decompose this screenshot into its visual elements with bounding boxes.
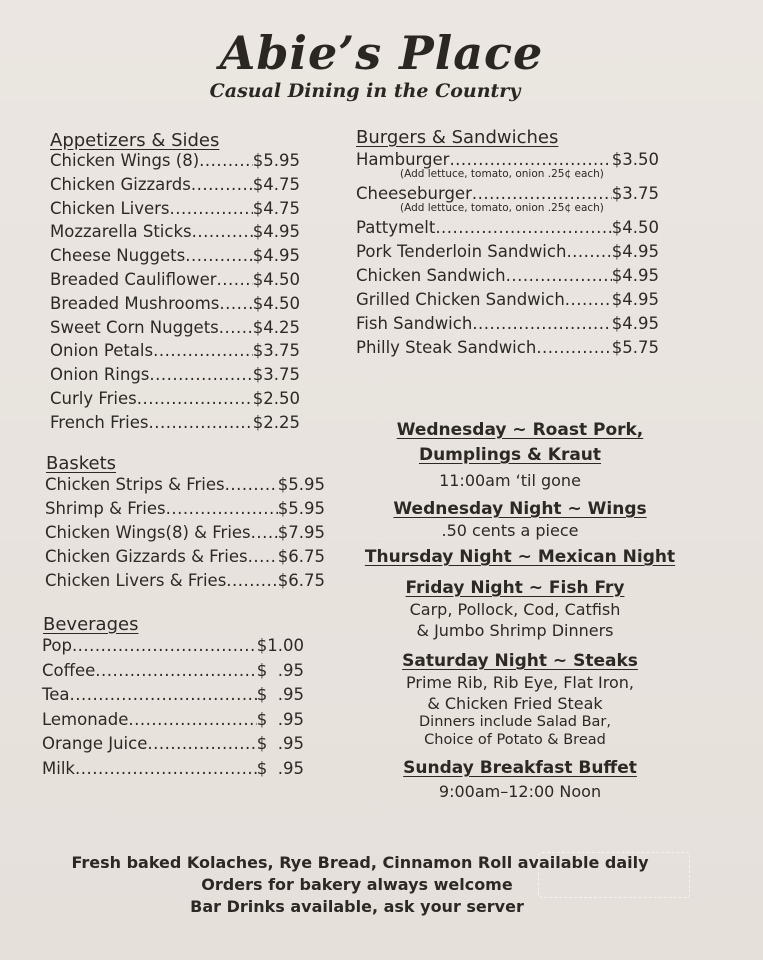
restaurant-subtitle: Casual Dining in the Country: [209, 80, 521, 102]
dot-leader: [565, 290, 612, 309]
dot-leader: [153, 341, 253, 360]
beverage-item: [42, 759, 304, 782]
dot-leader: [226, 571, 277, 590]
beverage-item-name: Lemonade: [42, 709, 129, 729]
burger-item-name: Chicken Sandwich: [356, 266, 506, 285]
appetizer-item-name: Curly Fries: [50, 389, 137, 408]
dot-leader: [192, 222, 253, 241]
appetizer-item-name: Onion Rings: [50, 365, 150, 385]
appetizer-item: [50, 294, 300, 317]
burger-item-name: Hamburger: [356, 150, 450, 169]
burgers-heading: Burgers & Sandwiches: [356, 127, 559, 148]
friday-night-heading: Friday Night ~ Fish Fry: [405, 578, 625, 598]
saturday-night-line-3: Dinners include Salad Bar,: [419, 714, 611, 730]
appetizer-item-price: $3.75: [252, 365, 300, 385]
appetizer-item: [50, 413, 300, 436]
wednesday-night-detail: .50 cents a piece: [441, 521, 579, 540]
burger-item-price: $3.75: [611, 184, 659, 203]
appetizer-item-price: $5.95: [252, 151, 300, 170]
burger-item-name: Cheeseburger: [356, 184, 472, 203]
basket-item: [45, 523, 325, 546]
dot-leader: [536, 338, 611, 357]
beverage-item-price: $ .95: [256, 660, 304, 680]
dot-leader: [251, 523, 278, 542]
appetizer-item: [50, 175, 300, 198]
beverage-item-name: Coffee: [42, 660, 96, 680]
beverage-item-price: $1.00: [256, 636, 304, 655]
appetizer-item-name: Chicken Livers: [50, 198, 170, 218]
dot-leader: [219, 318, 253, 337]
beverage-item-name: Orange Juice: [42, 734, 148, 753]
appetizer-item: [50, 246, 300, 269]
appetizer-item-name: Mozzarella Sticks: [50, 222, 192, 242]
burger-item-name: Pattymelt: [356, 218, 436, 237]
basket-item-name: Chicken Livers & Fries: [45, 571, 227, 590]
dot-leader: [170, 199, 253, 218]
dot-leader: [149, 413, 253, 432]
burger-item: [356, 338, 659, 361]
wednesday-night-heading: Wednesday Night ~ Wings: [393, 499, 647, 519]
friday-night-line-2: & Jumbo Shrimp Dinners: [416, 621, 614, 640]
appetizer-item: [50, 222, 300, 245]
appetizer-item: [50, 341, 300, 364]
dot-leader: [185, 246, 253, 265]
burger-item-price: $4.95: [611, 266, 659, 285]
dot-leader: [199, 151, 253, 170]
appetizer-item-price: $4.75: [252, 198, 300, 218]
dot-leader: [219, 294, 252, 313]
footer-orders-line: Orders for bakery always welcome: [201, 875, 513, 894]
saturday-night-line-1: Prime Rib, Rib Eye, Flat Iron,: [406, 673, 634, 692]
footer-bakery-line: Fresh baked Kolaches, Rye Bread, Cinnamon Roll available daily: [71, 853, 649, 872]
beverage-item-price: $ .95: [256, 685, 304, 704]
burger-item-price: $4.95: [611, 314, 659, 333]
beverage-item-price: $ .95: [256, 734, 304, 753]
appetizer-item-name: Breaded Cauliflower: [50, 270, 217, 289]
appetizer-item-name: Sweet Corn Nuggets: [50, 317, 219, 337]
basket-item-price: $7.95: [277, 523, 325, 542]
burger-item-price: $5.75: [611, 338, 659, 357]
appetizer-item-price: $4.25: [252, 317, 300, 337]
sunday-buffet-heading: Sunday Breakfast Buffet: [403, 758, 637, 778]
appetizer-item-price: $2.25: [252, 412, 300, 432]
appetizer-item-price: $4.95: [252, 222, 300, 242]
beverage-item: [42, 710, 304, 733]
dot-leader: [472, 184, 612, 203]
saturday-night-line-4: Choice of Potato & Bread: [424, 732, 606, 748]
appetizer-item-name: Breaded Mushrooms: [50, 293, 220, 313]
baskets-heading: Baskets: [46, 453, 117, 474]
appetizer-item-name: Onion Petals: [50, 341, 154, 361]
basket-item-name: Chicken Wings(8) & Fries: [45, 523, 251, 542]
basket-item: [45, 475, 325, 498]
burger-item: [356, 218, 659, 241]
appetizer-item-price: $4.50: [252, 293, 300, 313]
dot-leader: [147, 734, 256, 753]
dot-leader: [506, 266, 612, 285]
burger-item: [356, 266, 659, 289]
appetizer-item-price: $4.50: [252, 270, 300, 289]
footer-bar-line: Bar Drinks available, ask your server: [190, 897, 524, 916]
appetizer-item-price: $4.75: [252, 174, 300, 194]
burger-item-note: (Add lettuce, tomato, onion .25¢ each): [400, 168, 604, 180]
basket-item: [45, 499, 325, 522]
beverage-item-price: $ .95: [256, 709, 304, 729]
burger-item-note: (Add lettuce, tomato, onion .25¢ each): [400, 202, 604, 214]
basket-item-price: $6.75: [277, 547, 325, 566]
burger-item-price: $3.50: [611, 150, 659, 169]
dot-leader: [137, 389, 253, 408]
restaurant-title: Abie’s Place: [219, 26, 544, 80]
appetizer-item: [50, 199, 300, 222]
burger-item-price: $4.95: [611, 242, 659, 261]
basket-item: [45, 547, 325, 570]
beverage-item-price: $ .95: [256, 758, 304, 778]
basket-item-name: Chicken Gizzards & Fries: [45, 547, 248, 566]
dot-leader: [75, 759, 257, 778]
saturday-night-heading: Saturday Night ~ Steaks: [402, 651, 638, 671]
appetizer-item: [50, 318, 300, 341]
appetizer-item-name: Chicken Wings (8): [50, 151, 200, 170]
watermark-overlay: [538, 852, 690, 898]
beverage-item-name: Pop: [42, 636, 72, 655]
appetizer-item-price: $2.50: [252, 389, 300, 408]
burger-item-name: Pork Tenderloin Sandwich: [356, 242, 567, 261]
basket-item-price: $5.95: [277, 475, 325, 494]
burger-item: [356, 242, 659, 265]
friday-night-line-1: Carp, Pollock, Cod, Catfish: [409, 600, 621, 619]
burger-item-price: $4.95: [611, 290, 659, 309]
dot-leader: [566, 242, 611, 261]
burger-item-name: Grilled Chicken Sandwich: [356, 290, 565, 309]
dot-leader: [248, 547, 278, 566]
appetizer-item-price: $3.75: [252, 341, 300, 361]
appetizer-item: [50, 270, 300, 293]
appetizer-item-name: French Fries: [50, 412, 149, 432]
sunday-buffet-time: 9:00am–12:00 Noon: [438, 782, 602, 801]
beverage-item-name: Tea: [42, 685, 70, 704]
thursday-night-heading: Thursday Night ~ Mexican Night: [364, 547, 676, 567]
appetizer-item: [50, 389, 300, 412]
dot-leader: [472, 314, 611, 333]
dot-leader: [449, 150, 611, 169]
appetizer-item-name: Cheese Nuggets: [50, 246, 186, 266]
beverage-item: [42, 685, 304, 708]
dot-leader: [70, 685, 257, 704]
basket-item-name: Chicken Strips & Fries: [45, 475, 225, 494]
basket-item-name: Shrimp & Fries: [45, 499, 166, 518]
appetizer-item: [50, 365, 300, 388]
appetizer-item: [50, 151, 300, 174]
wednesday-special-heading-2: Dumplings & Kraut: [418, 445, 602, 465]
appetizer-item-name: Chicken Gizzards: [50, 174, 191, 194]
dot-leader: [435, 218, 611, 237]
wednesday-special-time: 11:00am ‘til gone: [439, 471, 581, 490]
basket-item-price: $5.95: [277, 499, 325, 518]
appetizer-item-price: $4.95: [252, 246, 300, 266]
dot-leader: [128, 710, 256, 729]
burger-item-price: $4.50: [611, 218, 659, 237]
dot-leader: [166, 499, 278, 518]
dot-leader: [225, 475, 278, 494]
dot-leader: [191, 175, 253, 194]
dot-leader: [217, 270, 253, 289]
appetizers-heading: Appetizers & Sides: [50, 130, 220, 151]
dot-leader: [95, 661, 256, 680]
basket-item: [45, 571, 325, 594]
wednesday-special-heading-1: Wednesday ~ Roast Pork,: [396, 420, 644, 440]
dot-leader: [72, 636, 257, 655]
beverage-item-name: Milk: [42, 758, 75, 778]
basket-item-price: $6.75: [277, 571, 325, 590]
beverage-item: [42, 661, 304, 684]
beverage-item: [42, 734, 304, 757]
burger-item: [356, 290, 659, 313]
beverage-item: [42, 636, 304, 659]
burger-item-name: Philly Steak Sandwich: [356, 338, 537, 357]
beverages-heading: Beverages: [43, 614, 139, 635]
burger-item-name: Fish Sandwich: [356, 314, 473, 333]
dot-leader: [149, 365, 252, 384]
burger-item: [356, 314, 659, 337]
saturday-night-line-2: & Chicken Fried Steak: [427, 694, 603, 713]
